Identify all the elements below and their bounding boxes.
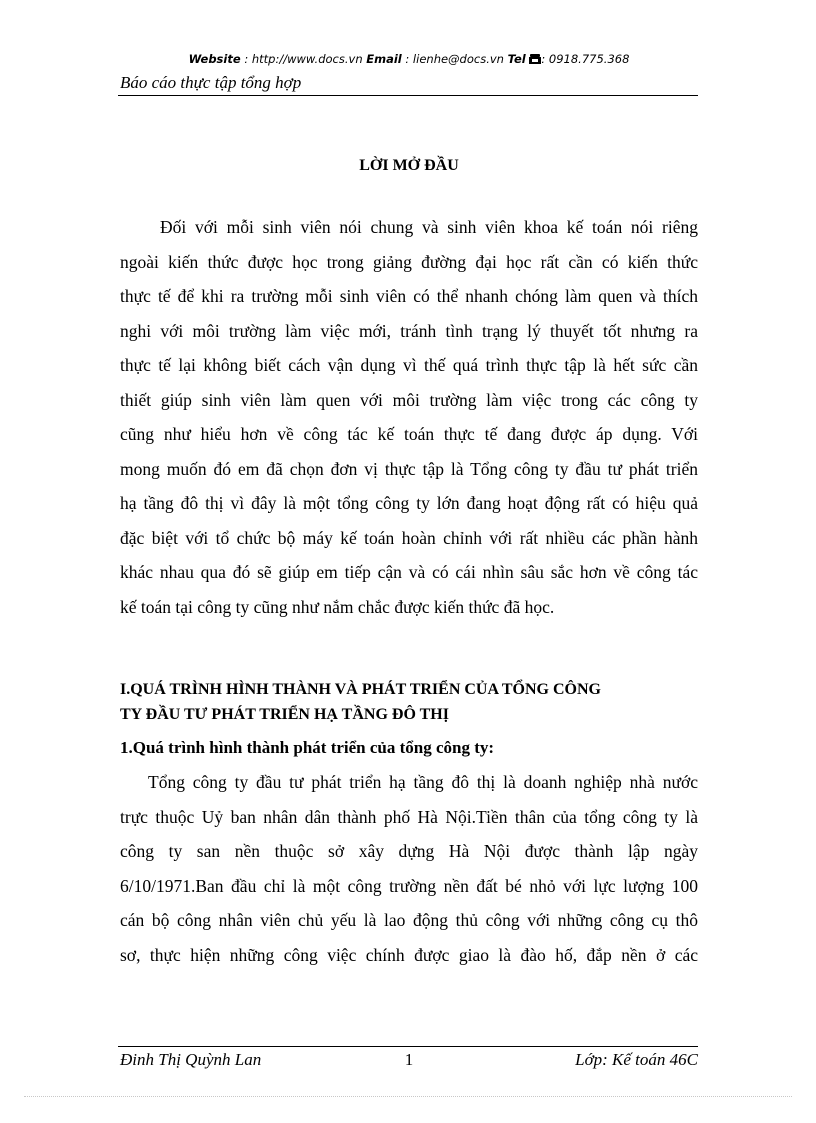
footer-author: Đinh Thị Quỳnh Lan xyxy=(120,1050,262,1069)
text-line: mong muốn đó em đã chọn đơn vị thực tập là Tổng công ty đầu tư phát triển xyxy=(120,458,698,479)
footer-class: Lớp: Kế toán 46C xyxy=(575,1050,698,1069)
section-heading-line: TY ĐẦU TƯ PHÁT TRIỂN HẠ TẦNG ĐÔ THỊ xyxy=(120,706,449,723)
section-heading xyxy=(120,677,698,727)
text-line: Đối với mỗi sinh viên nói chung và sinh viên khoa kế toán nói riêng xyxy=(160,217,698,237)
text-line: thực tế để khi ra trường mỗi sinh viên có thể nhanh chóng làm quen và thích xyxy=(120,286,698,306)
text-line: công ty san nền thuộc sở xây dựng Hà Nội được thành lập ngày xyxy=(120,841,698,861)
text-line: sơ, thực hiện những công việc chính được giao là đào hố, đắp nền ở các xyxy=(120,944,698,965)
contact-bar xyxy=(120,52,698,66)
tel-label: Tel xyxy=(507,52,526,66)
footer-rule xyxy=(118,1046,698,1047)
text-line: kế toán tại công ty cũng như nắm chắc được kiến thức đã học. xyxy=(120,596,555,617)
header-rule xyxy=(118,95,698,96)
page-break-line xyxy=(24,1096,792,1097)
text-line: đặc biệt với tổ chức bộ máy kế toán hoàn chỉnh với rất nhiều các phần hành xyxy=(120,527,698,548)
text-line: khác nhau qua đó sẽ giúp em tiếp cận và có cái nhìn sâu sắc hơn về công tác xyxy=(120,562,698,582)
subsection-heading: 1.Quá trình hình thành phát triển của tổng công ty: xyxy=(120,738,495,757)
website-value[interactable]: : http://www.docs.vn xyxy=(244,52,363,66)
section-heading-line: I.QUÁ TRÌNH HÌNH THÀNH VÀ PHÁT TRIỂN CỦA TỔNG CÔNG xyxy=(120,681,601,698)
intro-paragraph xyxy=(120,210,698,624)
text-line: cũng như hiểu hơn về công tác kế toán thực tế đang được áp dụng. Với xyxy=(120,424,698,444)
text-line: thực tế lại không biết cách vận dụng vì thế quá trình thực tập là hết sức cần xyxy=(120,355,698,375)
text-line: trực thuộc Uỷ ban nhân dân thành phố Hà Nội.Tiền thân của tổng công ty là xyxy=(120,806,698,827)
text-line: nghi với môi trường làm việc mới, tránh tình trạng lý thuyết tốt nhưng ra xyxy=(120,320,698,341)
document-header-title: Báo cáo thực tập tổng hợp xyxy=(120,73,302,92)
page-number: 1 xyxy=(404,1050,414,1069)
website-label: Website xyxy=(188,52,241,66)
phone-icon xyxy=(529,52,541,66)
text-line: thiết giúp sinh viên làm quen với môi trường làm việc trong các công ty xyxy=(120,389,698,410)
tel-value[interactable]: : 0918.775.368 xyxy=(541,52,630,66)
text-line: 6/10/1971.Ban đầu chỉ là một công trường nền đất bé nhỏ với lực lượng 100 xyxy=(120,875,698,896)
text-line: cán bộ công nhân viên chủ yếu là lao động thủ công với những công cụ thô xyxy=(120,910,698,930)
history-paragraph xyxy=(120,765,698,972)
text-line: ngoài kiến thức được học trong giảng đường đại học rất cần có kiến thức xyxy=(120,251,698,272)
email-label: Email xyxy=(366,52,402,66)
text-line: hạ tầng đô thị vì đây là một tổng công ty lớn đang hoạt động rất có hiệu quả xyxy=(120,493,698,513)
page-footer xyxy=(120,1050,698,1074)
page-title: LỜI MỞ ĐẦU xyxy=(359,157,459,174)
text-line: Tổng công ty đầu tư phát triển hạ tầng đô thị là doanh nghiệp nhà nước xyxy=(148,772,698,792)
email-value[interactable]: : lienhe@docs.vn xyxy=(405,52,504,66)
